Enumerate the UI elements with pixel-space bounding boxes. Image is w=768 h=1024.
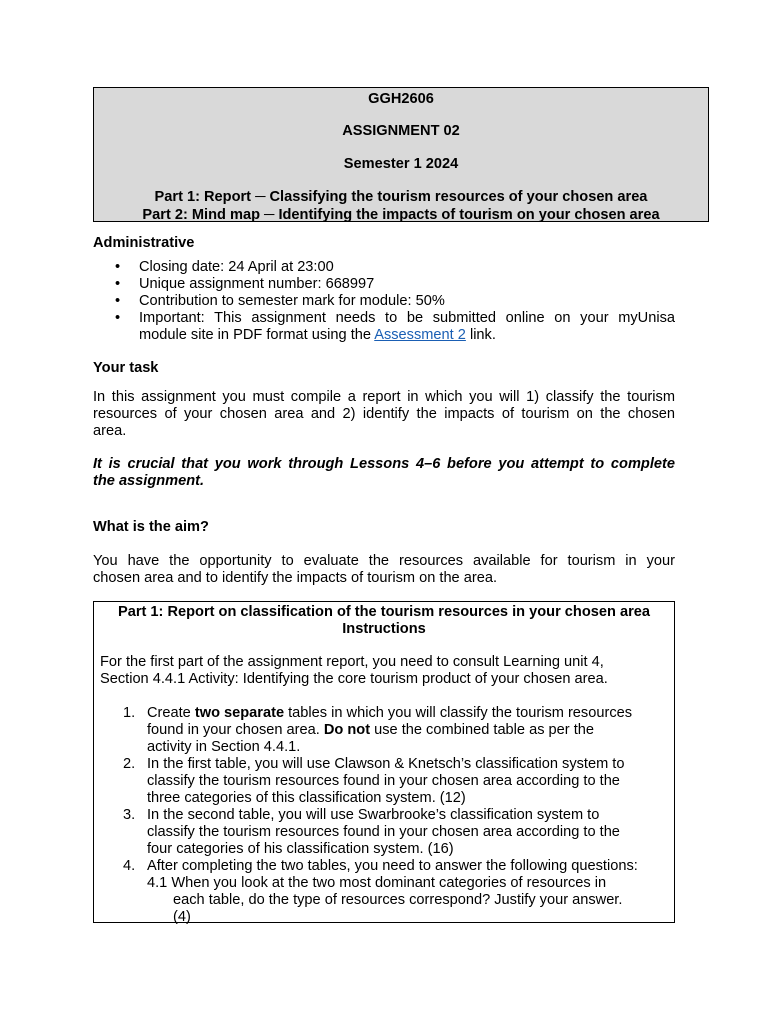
crucial-line: the assignment. bbox=[93, 473, 205, 489]
administrative-list bbox=[93, 259, 675, 344]
sub-item-4-1 bbox=[94, 875, 674, 926]
sub41-line: (4) bbox=[173, 909, 191, 925]
part1-box-title: Part 1: Report on classification of the tourism resources in your chosen area bbox=[117, 604, 650, 620]
task-line: In this assignment you must compile a report in which you will 1) classify the tourism bbox=[93, 389, 675, 405]
item-number: 2. bbox=[123, 756, 136, 772]
part1-title: Part 1: Report ─ Classifying the tourism resources of your chosen area bbox=[154, 189, 648, 205]
crucial-line: It is crucial that you work through Lessons 4–6 before you attempt to complete bbox=[93, 456, 675, 472]
item1-pre: Create bbox=[147, 705, 195, 721]
item3-line: In the second table, you will use Swarbrooke’s classification system to bbox=[147, 807, 600, 823]
item-number: 4. bbox=[123, 858, 136, 874]
important-line-2-suffix: link. bbox=[465, 327, 496, 343]
assignment-title: ASSIGNMENT 02 bbox=[342, 123, 460, 139]
item1-bold: two separate bbox=[194, 705, 285, 721]
item1-line-3: activity in Section 4.4.1. bbox=[147, 739, 301, 755]
assignment-number: • Unique assignment number: 668997 bbox=[139, 276, 375, 292]
instructions-list bbox=[94, 705, 674, 926]
task-line: area. bbox=[93, 423, 127, 439]
closing-date: • Closing date: 24 April at 23:00 bbox=[139, 259, 334, 275]
intro-line: Section 4.4.1 Activity: Identifying the core tourism product of your chosen area. bbox=[100, 671, 608, 687]
assessment-2-link[interactable]: Assessment 2 bbox=[374, 327, 466, 343]
list-item bbox=[94, 858, 674, 875]
list-item bbox=[94, 756, 674, 807]
list-item bbox=[94, 807, 674, 858]
task-paragraph bbox=[93, 389, 675, 440]
item-number: 3. bbox=[123, 807, 136, 823]
item1-line-2 bbox=[147, 722, 674, 739]
list-item bbox=[94, 705, 674, 756]
task-line: resources of your chosen area and 2) identify the impacts of tourism on the chosen bbox=[93, 406, 675, 422]
administrative-heading: Administrative bbox=[93, 235, 195, 251]
semester-label: Semester 1 2024 bbox=[343, 156, 459, 172]
important-line-2-text: module site in PDF format using the bbox=[139, 327, 375, 343]
sub41-line: each table, do the type of resources correspond? Justify your answer. bbox=[173, 892, 623, 908]
aim-line: chosen area and to identify the impacts of tourism on the area. bbox=[93, 570, 497, 586]
aim-paragraph bbox=[93, 553, 675, 587]
important-line-1: • Important: This assignment needs to be submitted online on your myUnisa bbox=[139, 310, 675, 326]
item2-line: classify the tourism resources found in your chosen area according to the bbox=[147, 773, 620, 789]
course-code: GGH2606 bbox=[368, 91, 434, 107]
item1-line2-post: use the combined table as per the bbox=[370, 722, 594, 738]
aim-line: You have the opportunity to evaluate the resources available for tourism in your bbox=[93, 553, 675, 569]
crucial-note bbox=[93, 456, 675, 490]
part1-instructions-box bbox=[93, 601, 675, 923]
item2-line: three categories of this classification system. (12) bbox=[147, 790, 466, 806]
item1-line2-bold: Do not bbox=[323, 722, 371, 738]
item3-line: classify the tourism resources found in your chosen area according to the bbox=[147, 824, 620, 840]
important-line-2 bbox=[139, 327, 675, 344]
item1-line2-pre: found in your chosen area. bbox=[147, 722, 324, 738]
instructions-heading: Instructions bbox=[342, 621, 426, 637]
list-item bbox=[93, 276, 675, 293]
contribution-mark: • Contribution to semester mark for module: 50% bbox=[139, 293, 445, 309]
item1-post: tables in which you will classify the tourism resources bbox=[284, 705, 633, 721]
item2-line: In the first table, you will use Clawson & Knetsch’s classification system to bbox=[147, 756, 625, 772]
your-task-heading: Your task bbox=[93, 360, 159, 376]
item3-line: four categories of his classification system. (16) bbox=[147, 841, 454, 857]
list-item bbox=[93, 259, 675, 276]
item4-line: After completing the two tables, you need to answer the following questions: bbox=[147, 858, 638, 874]
sub41-line: 4.1 When you look at the two most dominant categories of resources in bbox=[147, 875, 607, 891]
item-number: 1. bbox=[123, 705, 136, 721]
intro-line: For the first part of the assignment report, you need to consult Learning unit 4, bbox=[100, 654, 604, 670]
list-item bbox=[93, 293, 675, 310]
assignment-header-box bbox=[93, 87, 709, 222]
list-item bbox=[93, 310, 675, 344]
part2-title: Part 2: Mind map ─ Identifying the impacts of tourism on your chosen area bbox=[142, 207, 660, 223]
item1-line-1 bbox=[147, 705, 674, 722]
part1-intro bbox=[100, 654, 668, 688]
aim-heading: What is the aim? bbox=[93, 519, 209, 535]
